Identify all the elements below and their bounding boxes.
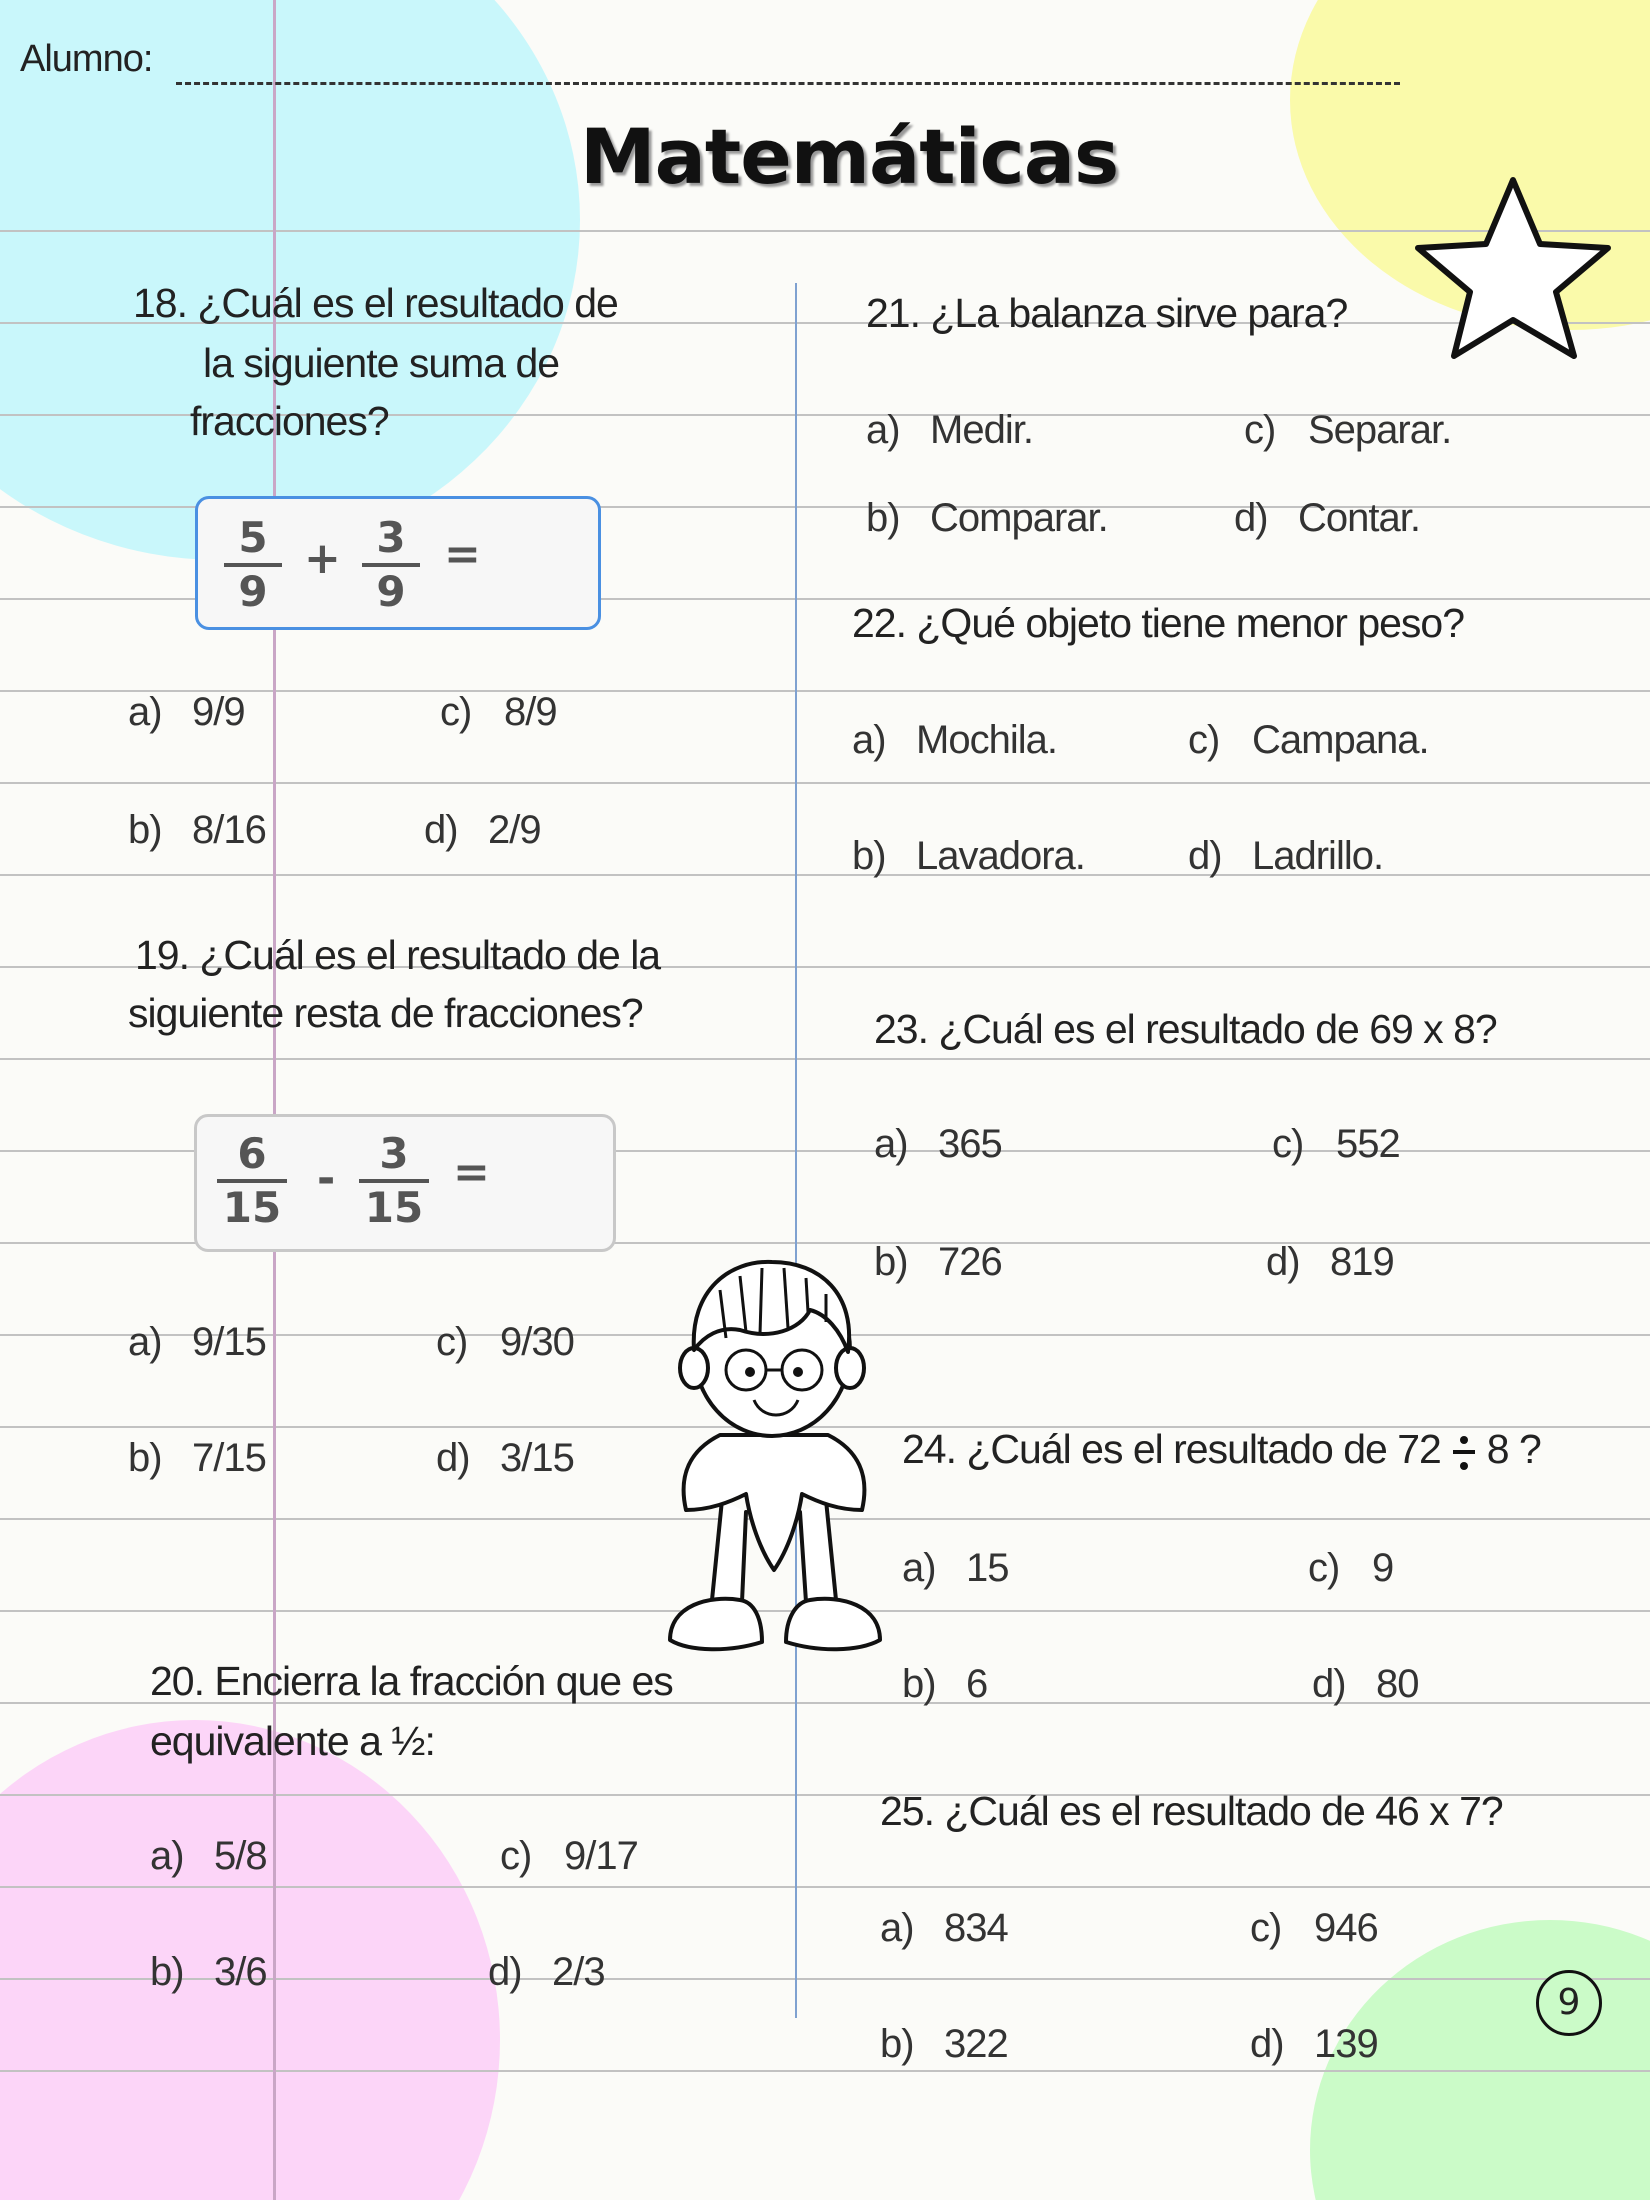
q20-line-1: 20. Encierra la fracción que es [150, 1658, 673, 1704]
q23-option-b[interactable]: b) 726 [874, 1240, 1002, 1284]
q24-option-b[interactable]: b) 6 [902, 1662, 988, 1706]
page-title: Matemáticas [580, 112, 1119, 201]
q18-option-b[interactable]: b) 8/16 [128, 808, 266, 852]
q19-numerator-1: 6 [237, 1129, 267, 1178]
margin-line [273, 0, 276, 2200]
q25-option-c[interactable]: c) 946 [1250, 1906, 1378, 1950]
q21-option-c[interactable]: c) Separar. [1244, 408, 1452, 452]
q22-question: 22. ¿Qué objeto tiene menor peso? [852, 600, 1465, 646]
q24-option-d[interactable]: d) 80 [1312, 1662, 1419, 1706]
q19-option-c[interactable]: c) 9/30 [436, 1320, 574, 1364]
q18-line-3: fracciones? [190, 398, 389, 444]
q18-equation-box [195, 496, 601, 630]
q22-option-c[interactable]: c) Campana. [1188, 718, 1429, 762]
q18-numerator-1: 5 [238, 513, 268, 562]
q19-option-b[interactable]: b) 7/15 [128, 1436, 266, 1480]
q20-option-c[interactable]: c) 9/17 [500, 1834, 638, 1878]
q18-numerator-2: 3 [376, 513, 406, 562]
q19-fraction-1 [217, 1129, 287, 1232]
q19-option-d[interactable]: d) 3/15 [436, 1436, 574, 1480]
q24-question [902, 1426, 1541, 1475]
q19-denominator-2: 15 [364, 1183, 424, 1232]
q18-option-d[interactable]: d) 2/9 [424, 808, 541, 852]
q21-question: 21. ¿La balanza sirve para? [866, 290, 1348, 336]
q21-option-a[interactable]: a) Medir. [866, 408, 1033, 452]
q24-option-c[interactable]: c) 9 [1308, 1546, 1394, 1590]
q18-option-a[interactable]: a) 9/9 [128, 690, 245, 734]
q18-line-1: 18. ¿Cuál es el resultado de [133, 280, 618, 326]
q19-equation-box [194, 1114, 616, 1252]
q22-option-b[interactable]: b) Lavadora. [852, 834, 1085, 878]
q19-fraction-2 [359, 1129, 429, 1232]
q18-equals: = [444, 529, 481, 580]
star-icon [1410, 172, 1620, 362]
q20-option-a[interactable]: a) 5/8 [150, 1834, 267, 1878]
q18-line-2: la siguiente suma de [203, 340, 560, 386]
q23-option-a[interactable]: a) 365 [874, 1122, 1002, 1166]
q23-question: 23. ¿Cuál es el resultado de 69 x 8? [874, 1006, 1497, 1052]
cartoon-boy-illustration [650, 1250, 900, 1670]
q24-option-a[interactable]: a) 15 [902, 1546, 1009, 1590]
q19-denominator-1: 15 [222, 1183, 282, 1232]
q23-option-d[interactable]: d) 819 [1266, 1240, 1394, 1284]
q22-option-d[interactable]: d) Ladrillo. [1188, 834, 1384, 878]
q19-numerator-2: 3 [379, 1129, 409, 1178]
column-divider [795, 283, 797, 2018]
q18-option-c[interactable]: c) 8/9 [440, 690, 557, 734]
q24-text-before: 24. ¿Cuál es el resultado de 72 [902, 1426, 1441, 1472]
q21-option-d[interactable]: d) Contar. [1234, 496, 1420, 540]
q20-option-d[interactable]: d) 2/3 [488, 1950, 605, 1994]
student-name-field[interactable] [176, 82, 1400, 85]
q25-option-a[interactable]: a) 834 [880, 1906, 1008, 1950]
division-sign-icon [1453, 1429, 1475, 1475]
q25-question: 25. ¿Cuál es el resultado de 46 x 7? [880, 1788, 1503, 1834]
q24-text-after: 8 ? [1486, 1426, 1541, 1472]
q19-equals: = [453, 1147, 490, 1198]
q25-option-b[interactable]: b) 322 [880, 2022, 1008, 2066]
q18-fraction-1 [224, 513, 282, 616]
student-label: Alumno: [20, 38, 153, 80]
q19-line-2: siguiente resta de fracciones? [128, 990, 643, 1036]
q20-option-b[interactable]: b) 3/6 [150, 1950, 267, 1994]
q18-denominator-1: 9 [238, 567, 268, 616]
q18-fraction-2 [362, 513, 420, 616]
q25-option-d[interactable]: d) 139 [1250, 2022, 1378, 2066]
q22-option-a[interactable]: a) Mochila. [852, 718, 1057, 762]
q23-option-c[interactable]: c) 552 [1272, 1122, 1400, 1166]
q18-operator: + [304, 533, 341, 584]
page-number: 9 [1536, 1970, 1602, 2036]
q20-line-2: equivalente a ½: [150, 1718, 435, 1764]
q19-option-a[interactable]: a) 9/15 [128, 1320, 266, 1364]
q18-denominator-2: 9 [376, 567, 406, 616]
q21-option-b[interactable]: b) Comparar. [866, 496, 1108, 540]
q19-line-1: 19. ¿Cuál es el resultado de la [135, 932, 661, 978]
q19-operator: - [317, 1153, 336, 1204]
